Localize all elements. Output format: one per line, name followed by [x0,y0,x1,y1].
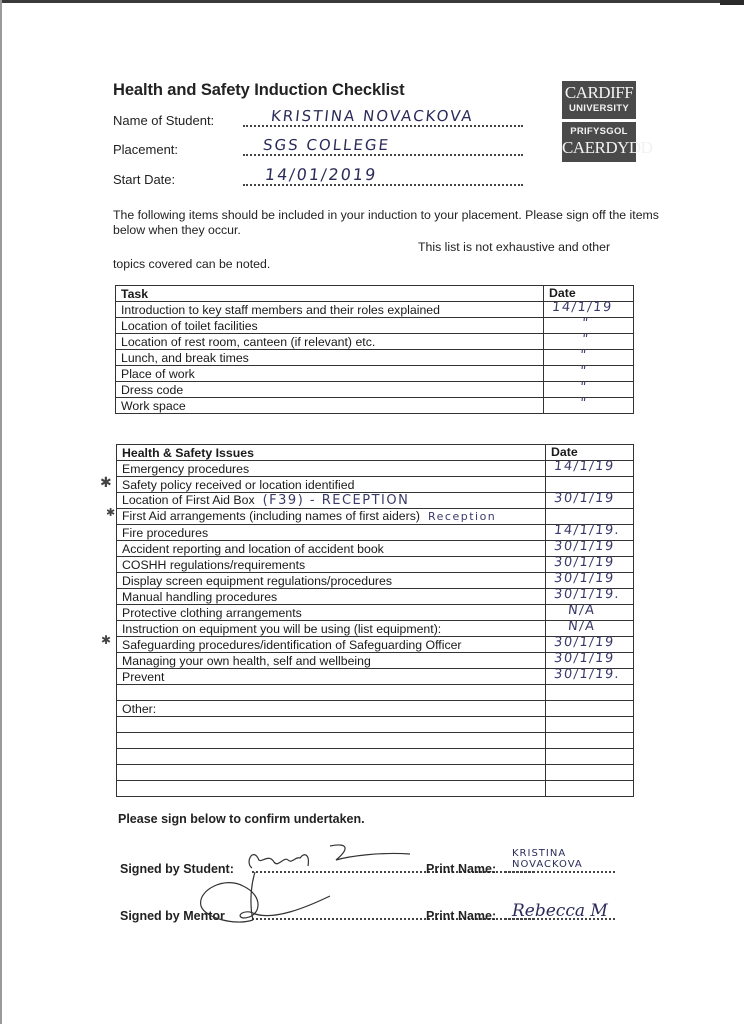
issue-cell [117,653,546,669]
column-header-task: Task [116,286,544,302]
task-checklist-table [115,285,634,414]
task-cell: Introduction to key staff members and their roles explained [116,302,544,318]
health-safety-table [116,444,634,797]
table-row-blank [117,765,634,781]
table-row [116,350,634,366]
intro-text-note: This list is not exhaustive and other [418,240,611,254]
document-title: Health and Safety Induction Checklist [113,81,405,99]
date-handwritten: 14/1/19 [551,300,614,315]
date-cell[interactable] [546,461,634,477]
dotted-line [243,125,523,127]
print-name-label: Print Name: [426,909,497,923]
logo-welsh [562,122,653,162]
date-handwritten: 30/1/19 [553,651,616,666]
table-row [116,302,634,318]
column-header-issue: Health & Safety Issues [117,445,546,461]
date-handwritten: " [579,364,589,379]
field-value-handwritten: KRISTINA NOVACKOVA [270,107,475,125]
field-label: Name of Student: [113,113,215,128]
field-label: Placement: [113,142,179,157]
field-start-date [113,167,533,189]
issue-cell [117,589,546,605]
table-row-blank [117,685,634,701]
table-row [117,493,634,509]
issue-label: Manual handling procedures [122,589,278,604]
table-row [116,366,634,382]
date-cell[interactable] [544,398,634,414]
task-cell: Location of rest room, canteen (if relevant) etc. [116,334,544,350]
task-cell: Place of work [116,366,544,382]
task-cell: Location of toilet facilities [116,318,544,334]
issue-label: Accident reporting and location of accident book [122,541,384,556]
mentor-print-name-handwritten: Rebecca M [512,901,608,921]
table-row [116,382,634,398]
intro-text-note-cont: topics covered can be noted. [113,257,271,271]
issue-cell [117,477,546,493]
date-cell[interactable] [546,765,634,781]
handwritten-note: Reception [427,510,497,523]
date-cell[interactable] [546,669,634,685]
issue-label: Location of First Aid Box [122,493,255,507]
table-row [117,605,634,621]
asterisk-mark-icon: ✱ [100,475,112,491]
blank-cell[interactable] [117,733,546,749]
blank-cell[interactable] [117,749,546,765]
logo-line: CARDIFF [564,83,634,102]
table-row-other [117,701,634,717]
issue-label: Safety policy received or location identified [122,477,355,492]
date-cell[interactable] [544,382,634,398]
issue-label: Fire procedures [122,525,209,540]
task-cell: Dress code [116,382,544,398]
issue-label: COSHH regulations/requirements [122,557,306,572]
table-row [117,589,634,605]
table-row [116,318,634,334]
field-value-handwritten: 14/01/2019 [264,165,379,184]
issue-cell [117,461,546,477]
field-placement [113,137,533,159]
date-cell[interactable] [546,781,634,797]
date-handwritten: N/A [567,619,597,634]
date-handwritten: 30/1/19 [553,635,616,650]
date-cell[interactable] [546,749,634,765]
date-handwritten: " [581,316,591,331]
table-row-blank [117,749,634,765]
intro-text: The following items should be included in your induction to your placement. Please sign off the items below when they occur. [113,208,659,237]
student-signature-label: Signed by Student: [120,862,234,876]
date-handwritten: 14/1/19. [553,523,622,538]
issue-cell [117,541,546,557]
issue-cell [117,669,546,685]
date-header-label: Date [551,445,578,459]
date-cell[interactable] [544,350,634,366]
issue-cell [117,573,546,589]
issue-cell [117,605,546,621]
dotted-line [243,184,523,186]
blank-cell[interactable] [117,765,546,781]
field-value-handwritten: SGS COLLEGE [262,136,391,154]
table-row-blank [117,733,634,749]
date-handwritten: 30/1/19 [553,571,616,586]
date-cell[interactable] [544,366,634,382]
issue-label: Managing your own health, self and wellbeing [122,653,371,668]
date-handwritten: 30/1/19 [553,555,616,570]
other-label-cell: Other: [117,701,546,717]
issue-cell [117,621,546,637]
handwritten-note: (F39) - RECEPTION [262,493,410,508]
issue-label: First Aid arrangements (including names of first aiders) [122,509,420,523]
date-handwritten: 30/1/19. [553,587,622,602]
date-cell[interactable] [546,701,634,717]
scan-edge-left [0,0,2,1024]
issue-label: Protective clothing arrangements [122,605,302,620]
date-handwritten: 30/1/19 [553,539,616,554]
asterisk-mark-icon: ✱ [101,633,112,647]
blank-cell[interactable] [117,781,546,797]
date-cell[interactable] [546,685,634,701]
asterisk-mark-icon: ✱ [106,506,116,519]
table-row [116,398,634,414]
date-handwritten: N/A [567,603,597,618]
blank-cell[interactable] [117,717,546,733]
date-cell[interactable] [546,493,634,509]
date-handwritten: " [579,348,589,363]
field-label: Start Date: [113,172,176,187]
date-handwritten: " [581,332,591,347]
blank-cell[interactable] [117,685,546,701]
logo-line: PRIFYSGOL [570,126,628,137]
field-student-name [113,108,533,130]
table-row [117,669,634,685]
issue-label: Prevent [122,669,165,684]
date-handwritten: " [579,380,589,395]
mentor-signature-label: Signed by Mentor [120,909,225,923]
sign-instruction: Please sign below to confirm undertaken. [118,812,365,826]
logo-line: CAERDYDD [562,138,653,157]
date-header-label: Date [549,286,576,300]
logo-line: UNIVERSITY [568,103,629,114]
print-name-line[interactable] [505,871,615,873]
task-cell: Work space [116,398,544,414]
date-cell[interactable] [544,334,634,350]
table-row-blank [117,717,634,733]
date-handwritten: 14/1/19 [553,459,616,474]
issue-label: Safeguarding procedures/identification of Safeguarding Officer [122,637,462,652]
table-row [116,334,634,350]
scan-edge-top [0,0,744,3]
date-cell[interactable] [546,717,634,733]
task-cell: Lunch, and break times [116,350,544,366]
student-print-name-handwritten: KRISTINA NOVACKOVA [512,848,583,870]
date-cell[interactable] [546,733,634,749]
scan-edge-corner [720,0,744,5]
mentor-signature-icon [195,868,355,938]
table-row-blank [117,781,634,797]
issue-cell [117,493,546,509]
issue-cell [117,525,546,541]
issue-label: Instruction on equipment you will be using (list equipment): [122,621,442,636]
issue-label: Emergency procedures [122,461,250,476]
date-handwritten: " [579,396,589,411]
issue-label: Display screen equipment regulations/procedures [122,573,392,588]
logo-english [562,81,636,119]
cardiff-university-logo [562,81,653,162]
issue-cell [117,637,546,653]
date-handwritten: 30/1/19. [553,667,622,682]
table-row [117,461,634,477]
issue-cell [117,509,546,525]
dotted-line [243,154,523,156]
print-name-label: Print Name: [426,862,497,876]
issue-cell [117,557,546,573]
date-handwritten: 30/1/19 [553,491,616,506]
